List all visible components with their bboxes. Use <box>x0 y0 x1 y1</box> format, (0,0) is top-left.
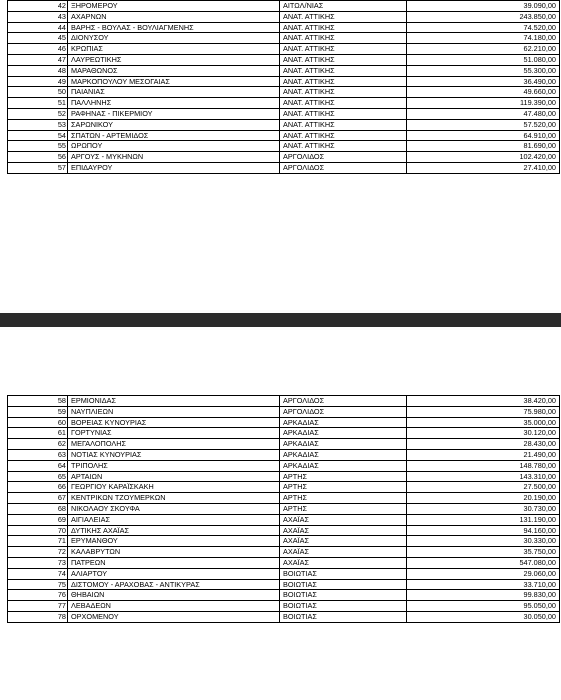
region-name: ΑΡΚΑΔΙΑΣ <box>280 439 407 450</box>
row-number: 66 <box>8 482 68 493</box>
table-row <box>8 54 560 65</box>
table-row <box>8 449 560 460</box>
amount-value: 99.830,00 <box>407 590 560 601</box>
table-row <box>8 406 560 417</box>
municipality-name: ΚΡΩΠΙΑΣ <box>68 44 280 55</box>
amount-value: 55.300,00 <box>407 65 560 76</box>
table-row <box>8 525 560 536</box>
row-number: 67 <box>8 493 68 504</box>
region-name: ΑΡΓΟΛΙΔΟΣ <box>280 152 407 163</box>
row-number: 74 <box>8 568 68 579</box>
row-number: 46 <box>8 44 68 55</box>
municipality-name: ΚΑΛΑΒΡΥΤΩΝ <box>68 547 280 558</box>
municipality-name: ΒΟΡΕΙΑΣ ΚΥΝΟΥΡΙΑΣ <box>68 417 280 428</box>
row-number: 78 <box>8 611 68 622</box>
municipality-name: ΟΡΧΟΜΕΝΟΥ <box>68 611 280 622</box>
table-row <box>8 65 560 76</box>
amount-value: 30.050,00 <box>407 611 560 622</box>
region-name: ΒΟΙΩΤΙΑΣ <box>280 568 407 579</box>
allocation-table-part-2 <box>7 395 560 623</box>
amount-value: 30.330,00 <box>407 536 560 547</box>
amount-value: 38.420,00 <box>407 396 560 407</box>
table-row <box>8 493 560 504</box>
table-row <box>8 141 560 152</box>
table-body <box>8 396 560 623</box>
region-name: ΒΟΙΩΤΙΑΣ <box>280 611 407 622</box>
region-name: ΑΝΑΤ. ΑΤΤΙΚΗΣ <box>280 44 407 55</box>
amount-value: 29.060,00 <box>407 568 560 579</box>
amount-value: 28.430,00 <box>407 439 560 450</box>
table-row <box>8 130 560 141</box>
row-number: 63 <box>8 449 68 460</box>
row-number: 47 <box>8 54 68 65</box>
municipality-name: ΔΙΟΝΥΣΟΥ <box>68 33 280 44</box>
municipality-name: ΜΕΓΑΛΟΠΟΛΗΣ <box>68 439 280 450</box>
region-name: ΒΟΙΩΤΙΑΣ <box>280 601 407 612</box>
municipality-name: ΕΠΙΔΑΥΡΟΥ <box>68 162 280 173</box>
table-row <box>8 482 560 493</box>
row-number: 70 <box>8 525 68 536</box>
region-name: ΑΧΑΪΑΣ <box>280 525 407 536</box>
row-number: 49 <box>8 76 68 87</box>
municipality-name: ΝΑΥΠΛΙΕΩΝ <box>68 406 280 417</box>
amount-value: 35.750,00 <box>407 547 560 558</box>
region-name: ΑΝΑΤ. ΑΤΤΙΚΗΣ <box>280 119 407 130</box>
table-row <box>8 471 560 482</box>
table-row <box>8 87 560 98</box>
table-body <box>8 1 560 174</box>
row-number: 77 <box>8 601 68 612</box>
row-number: 73 <box>8 557 68 568</box>
municipality-name: ΠΑΙΑΝΙΑΣ <box>68 87 280 98</box>
row-number: 58 <box>8 396 68 407</box>
table-row <box>8 428 560 439</box>
region-name: ΑΝΑΤ. ΑΤΤΙΚΗΣ <box>280 33 407 44</box>
amount-value: 81.690,00 <box>407 141 560 152</box>
municipality-name: ΠΑΛΛΗΝΗΣ <box>68 98 280 109</box>
amount-value: 243.850,00 <box>407 11 560 22</box>
municipality-name: ΛΑΥΡΕΩΤΙΚΗΣ <box>68 54 280 65</box>
municipality-name: ΕΡΜΙΟΝΙΔΑΣ <box>68 396 280 407</box>
table-row <box>8 568 560 579</box>
amount-value: 47.480,00 <box>407 108 560 119</box>
municipality-name: ΝΙΚΟΛΑΟΥ ΣΚΟΥΦΑ <box>68 503 280 514</box>
amount-value: 547.080,00 <box>407 557 560 568</box>
row-number: 60 <box>8 417 68 428</box>
row-number: 61 <box>8 428 68 439</box>
amount-value: 35.000,00 <box>407 417 560 428</box>
row-number: 50 <box>8 87 68 98</box>
region-name: ΑΝΑΤ. ΑΤΤΙΚΗΣ <box>280 98 407 109</box>
region-name: ΑΧΑΪΑΣ <box>280 536 407 547</box>
amount-value: 36.490,00 <box>407 76 560 87</box>
table-row <box>8 44 560 55</box>
row-number: 42 <box>8 1 68 12</box>
municipality-name: ΞΗΡΟΜΕΡΟΥ <box>68 1 280 12</box>
region-name: ΑΝΑΤ. ΑΤΤΙΚΗΣ <box>280 130 407 141</box>
row-number: 45 <box>8 33 68 44</box>
row-number: 68 <box>8 503 68 514</box>
amount-value: 95.050,00 <box>407 601 560 612</box>
amount-value: 74.180,00 <box>407 33 560 44</box>
table-row <box>8 547 560 558</box>
municipality-name: ΔΙΣΤΟΜΟΥ - ΑΡΑΧΟΒΑΣ - ΑΝΤΙΚΥΡΑΣ <box>68 579 280 590</box>
amount-value: 30.730,00 <box>407 503 560 514</box>
municipality-name: ΜΑΡΚΟΠΟΥΛΟΥ ΜΕΣΟΓΑΙΑΣ <box>68 76 280 87</box>
row-number: 53 <box>8 119 68 130</box>
table-row <box>8 579 560 590</box>
table-row <box>8 152 560 163</box>
amount-value: 49.660,00 <box>407 87 560 98</box>
municipality-name: ΑΧΑΡΝΩΝ <box>68 11 280 22</box>
table-row <box>8 162 560 173</box>
municipality-name: ΓΟΡΤΥΝΙΑΣ <box>68 428 280 439</box>
row-number: 43 <box>8 11 68 22</box>
region-name: ΑΡΓΟΛΙΔΟΣ <box>280 406 407 417</box>
row-number: 56 <box>8 152 68 163</box>
amount-value: 102.420,00 <box>407 152 560 163</box>
region-name: ΑΝΑΤ. ΑΤΤΙΚΗΣ <box>280 87 407 98</box>
region-name: ΒΟΙΩΤΙΑΣ <box>280 590 407 601</box>
amount-value: 119.390,00 <box>407 98 560 109</box>
region-name: ΑΡΤΗΣ <box>280 503 407 514</box>
amount-value: 143.310,00 <box>407 471 560 482</box>
table-row <box>8 417 560 428</box>
municipality-name: ΡΑΦΗΝΑΣ - ΠΙΚΕΡΜΙΟΥ <box>68 108 280 119</box>
amount-value: 39.090,00 <box>407 1 560 12</box>
region-name: ΑΙΤΩΛ/ΝΙΑΣ <box>280 1 407 12</box>
table-row <box>8 22 560 33</box>
municipality-name: ΠΑΤΡΕΩΝ <box>68 557 280 568</box>
region-name: ΑΡΓΟΛΙΔΟΣ <box>280 396 407 407</box>
table-row <box>8 98 560 109</box>
region-name: ΑΡΚΑΔΙΑΣ <box>280 417 407 428</box>
region-name: ΑΝΑΤ. ΑΤΤΙΚΗΣ <box>280 65 407 76</box>
row-number: 52 <box>8 108 68 119</box>
table-row <box>8 76 560 87</box>
region-name: ΑΝΑΤ. ΑΤΤΙΚΗΣ <box>280 108 407 119</box>
table-row <box>8 1 560 12</box>
municipality-name: ΒΑΡΗΣ - ΒΟΥΛΑΣ - ΒΟΥΛΙΑΓΜΕΝΗΣ <box>68 22 280 33</box>
row-number: 64 <box>8 460 68 471</box>
region-name: ΒΟΙΩΤΙΑΣ <box>280 579 407 590</box>
municipality-name: ΩΡΩΠΟΥ <box>68 141 280 152</box>
row-number: 62 <box>8 439 68 450</box>
region-name: ΑΝΑΤ. ΑΤΤΙΚΗΣ <box>280 22 407 33</box>
amount-value: 30.120,00 <box>407 428 560 439</box>
municipality-name: ΚΕΝΤΡΙΚΩΝ ΤΖΟΥΜΕΡΚΩΝ <box>68 493 280 504</box>
row-number: 51 <box>8 98 68 109</box>
amount-value: 74.520,00 <box>407 22 560 33</box>
region-name: ΑΝΑΤ. ΑΤΤΙΚΗΣ <box>280 76 407 87</box>
row-number: 72 <box>8 547 68 558</box>
table-row <box>8 119 560 130</box>
amount-value: 131.190,00 <box>407 514 560 525</box>
row-number: 76 <box>8 590 68 601</box>
amount-value: 64.910,00 <box>407 130 560 141</box>
municipality-name: ΑΡΤΑΙΩΝ <box>68 471 280 482</box>
amount-value: 20.190,00 <box>407 493 560 504</box>
page-break-band <box>0 313 561 327</box>
row-number: 69 <box>8 514 68 525</box>
region-name: ΑΡΤΗΣ <box>280 482 407 493</box>
table-row <box>8 514 560 525</box>
region-name: ΑΡΚΑΔΙΑΣ <box>280 449 407 460</box>
municipality-name: ΑΛΙΑΡΤΟΥ <box>68 568 280 579</box>
table-row <box>8 503 560 514</box>
municipality-name: ΝΟΤΙΑΣ ΚΥΝΟΥΡΙΑΣ <box>68 449 280 460</box>
region-name: ΑΝΑΤ. ΑΤΤΙΚΗΣ <box>280 54 407 65</box>
amount-value: 57.520,00 <box>407 119 560 130</box>
table-row <box>8 557 560 568</box>
municipality-name: ΘΗΒΑΙΩΝ <box>68 590 280 601</box>
row-number: 65 <box>8 471 68 482</box>
region-name: ΑΧΑΪΑΣ <box>280 547 407 558</box>
row-number: 59 <box>8 406 68 417</box>
table-row <box>8 536 560 547</box>
amount-value: 27.410,00 <box>407 162 560 173</box>
municipality-name: ΑΙΓΙΑΛΕΙΑΣ <box>68 514 280 525</box>
amount-value: 62.210,00 <box>407 44 560 55</box>
row-number: 44 <box>8 22 68 33</box>
municipality-name: ΑΡΓΟΥΣ - ΜΥΚΗΝΩΝ <box>68 152 280 163</box>
table-row <box>8 396 560 407</box>
amount-value: 148.780,00 <box>407 460 560 471</box>
municipality-name: ΔΥΤΙΚΗΣ ΑΧΑΪΑΣ <box>68 525 280 536</box>
table-row <box>8 460 560 471</box>
municipality-name: ΣΑΡΩΝΙΚΟΥ <box>68 119 280 130</box>
table-row <box>8 590 560 601</box>
region-name: ΑΧΑΪΑΣ <box>280 514 407 525</box>
region-name: ΑΧΑΪΑΣ <box>280 557 407 568</box>
municipality-name: ΤΡΙΠΟΛΗΣ <box>68 460 280 471</box>
allocation-table-part-1 <box>7 0 560 174</box>
amount-value: 27.500,00 <box>407 482 560 493</box>
municipality-name: ΓΕΩΡΓΙΟΥ ΚΑΡΑΪΣΚΑΚΗ <box>68 482 280 493</box>
region-name: ΑΝΑΤ. ΑΤΤΙΚΗΣ <box>280 11 407 22</box>
table-row <box>8 611 560 622</box>
row-number: 54 <box>8 130 68 141</box>
amount-value: 51.080,00 <box>407 54 560 65</box>
region-name: ΑΝΑΤ. ΑΤΤΙΚΗΣ <box>280 141 407 152</box>
row-number: 57 <box>8 162 68 173</box>
amount-value: 21.490,00 <box>407 449 560 460</box>
amount-value: 94.160,00 <box>407 525 560 536</box>
municipality-name: ΜΑΡΑΘΩΝΟΣ <box>68 65 280 76</box>
table-row <box>8 439 560 450</box>
region-name: ΑΡΓΟΛΙΔΟΣ <box>280 162 407 173</box>
row-number: 48 <box>8 65 68 76</box>
row-number: 71 <box>8 536 68 547</box>
municipality-name: ΛΕΒΑΔΕΩΝ <box>68 601 280 612</box>
region-name: ΑΡΚΑΔΙΑΣ <box>280 428 407 439</box>
table-row <box>8 601 560 612</box>
region-name: ΑΡΤΗΣ <box>280 471 407 482</box>
amount-value: 75.980,00 <box>407 406 560 417</box>
row-number: 75 <box>8 579 68 590</box>
row-number: 55 <box>8 141 68 152</box>
table-row <box>8 11 560 22</box>
amount-value: 33.710,00 <box>407 579 560 590</box>
region-name: ΑΡΚΑΔΙΑΣ <box>280 460 407 471</box>
municipality-name: ΣΠΑΤΩΝ - ΑΡΤΕΜΙΔΟΣ <box>68 130 280 141</box>
region-name: ΑΡΤΗΣ <box>280 493 407 504</box>
table-row <box>8 108 560 119</box>
table-row <box>8 33 560 44</box>
municipality-name: ΕΡΥΜΑΝΘΟΥ <box>68 536 280 547</box>
